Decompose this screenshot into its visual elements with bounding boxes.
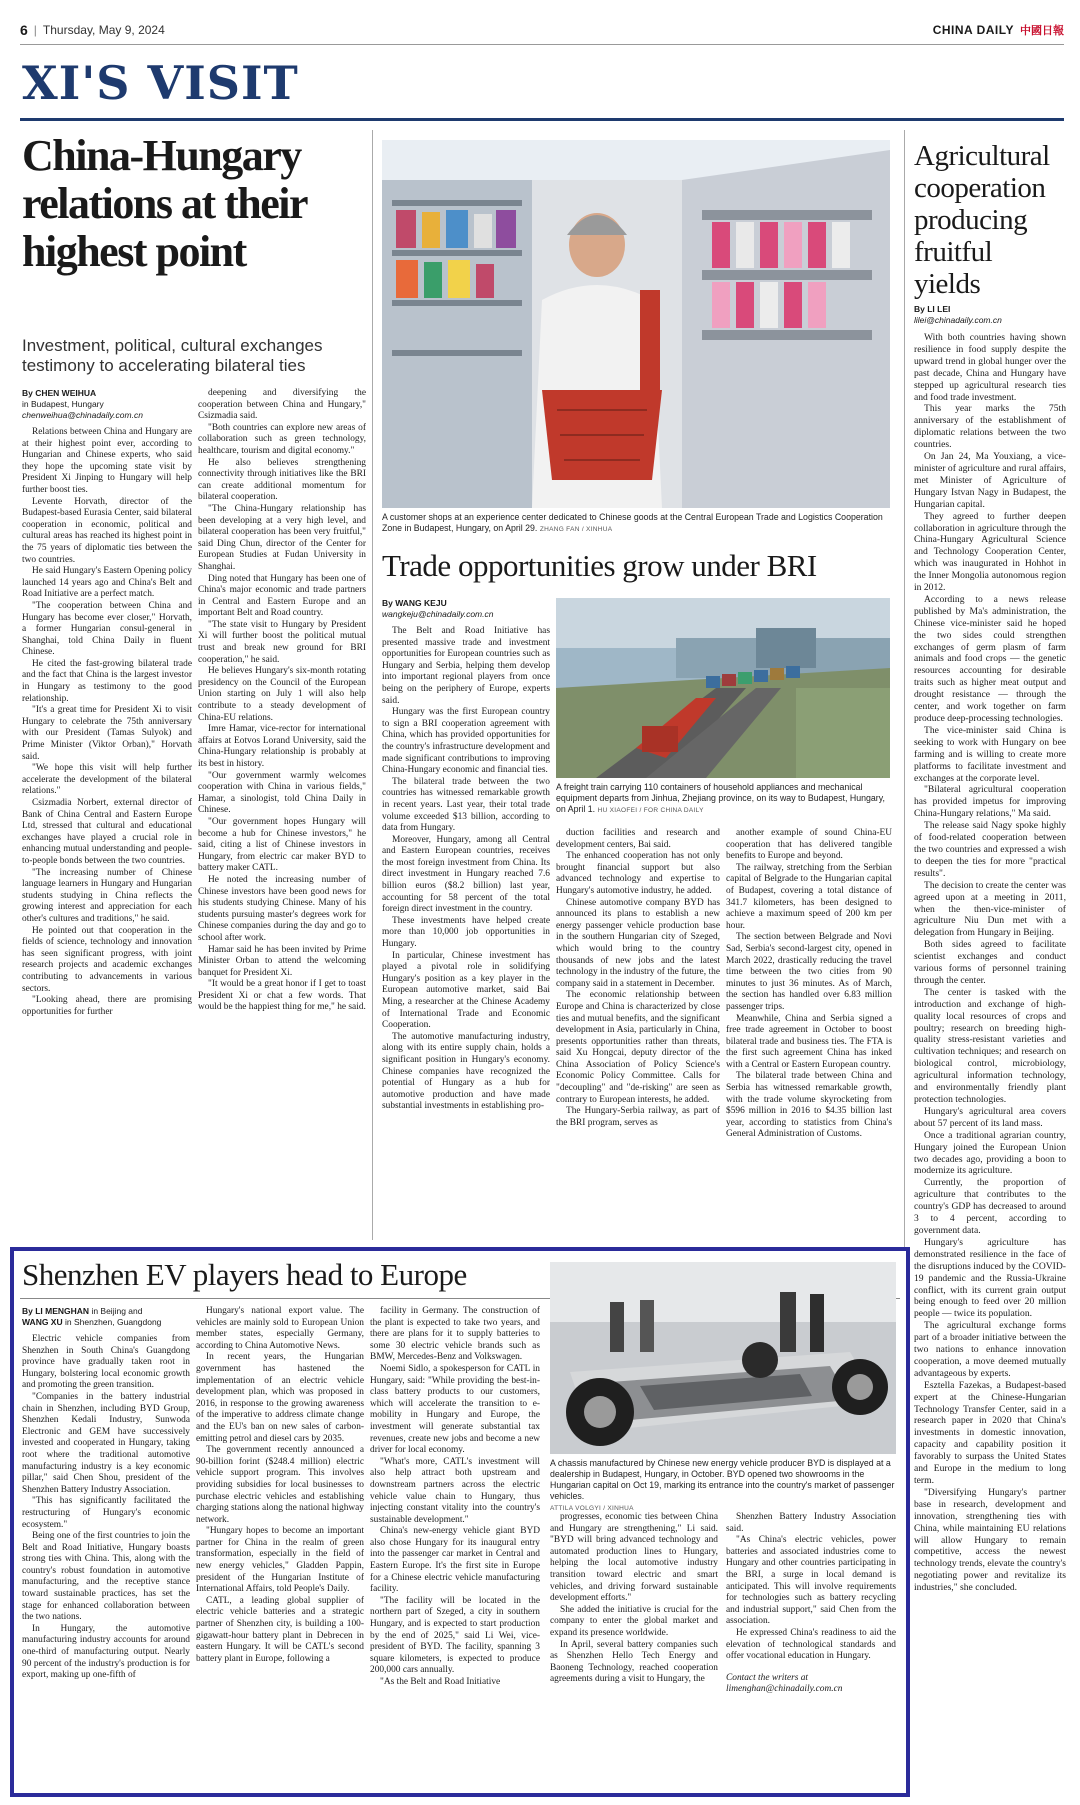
- ev-story-column-5: [726, 1512, 896, 1792]
- byline-place: in Beijing and: [91, 1306, 143, 1316]
- paragraph: Hungary was the first European country to sign a BRI cooperation agreement with China, which has provided opportunities for the country's infrastructure development and made significant contributions to improving China-Hungary economic and financial ties.: [382, 707, 550, 776]
- paragraph: Noemi Sidlo, a spokesperson for CATL in Hungary, said: "While providing the best-in-class battery products to our customers, which will accelerate the transition to e-mobility in Hungary and Europe, the investment will generate substantial tax revenues, create new jobs and become a new driver for local economy.: [370, 1363, 540, 1456]
- photo-caption: [550, 1458, 896, 1514]
- paragraph: "As China's electric vehicles, power batteries and associated industries come to Hungary and other countries participating in the BRI, a surge in local demand is anticipated. This will involve requirements for technologies such as battery recycling and industrial support," said Chen from the association.: [726, 1535, 896, 1627]
- paragraph: He said Hungary's Eastern Opening policy launched 14 years ago and China's Belt and Road Initiative are a perfect match.: [22, 566, 192, 600]
- article-body: [196, 1306, 364, 1665]
- byline: [22, 388, 192, 421]
- paragraph: He also believes strengthening connectivity through initiatives like the BRI can create additional momentum for bilateral cooperation.: [198, 457, 366, 503]
- paragraph: The vice-minister said China is seeking to work with Hungary on bee farming and is willing to create more platforms to facilitate investment and exchanges at the corporate level.: [914, 724, 1066, 784]
- paragraph: Chinese automotive company BYD has announced its plans to establish a new energy passenger vehicle production base in the southern Hungarian city of Szeged, which would bring to the country thousands of new jobs and the latest technology in the industry of the future, the company said in a statement in December.: [556, 897, 720, 989]
- column-rule: [372, 130, 373, 1240]
- main-story-column-2: [198, 388, 366, 1243]
- paragraph: "It would be a great honor if I get to toast President Xi or chat a few words. That would be the happiest thing for me," he said.: [198, 979, 366, 1013]
- byline-name: By LI MENGHAN: [22, 1306, 90, 1316]
- caption-text: A freight train carrying 110 containers of household appliances and mechanical equipment departs from Jinhua, Zhejiang province, on its way to Budapest, Hungary, on April 1.: [556, 782, 885, 814]
- main-deck: Investment, political, cultural exchanges testimony to accelerating bilateral ties: [22, 336, 323, 375]
- shop-photo-illustration: [382, 140, 890, 508]
- paragraph: The enhanced cooperation has not only brought financial support but also advanced technology and expertise to Hungary's automotive industry, he added.: [556, 851, 720, 896]
- article-body: [726, 1512, 896, 1663]
- paragraph: Once a traditional agrarian country, Hungary joined the European Union two decades ago, providing a boon to modernize its agriculture.: [914, 1129, 1066, 1177]
- paragraph: Esztella Fazekas, a Budapest-based expert at the Chinese-Hungarian Technology Transfer Center, said in a research paper in 2020 that China's investments in domestic innovation, capacity and capability position it favorably to surpass the United States and Europe in the medium to long term.: [914, 1379, 1066, 1486]
- paragraph: facility in Germany. The construction of the plant is expected to take two years, and there are plans for it to supply batteries to some 30 electric vehicle brands such as BMW, Mercedes-Benz and Volkswagen.: [370, 1306, 540, 1363]
- article-body: [22, 1334, 190, 1682]
- paragraph: Imre Hamar, vice-rector for international affairs at Eotvos Lorand University, said the China-Hungary relationship is probably at its best in history.: [198, 724, 366, 769]
- paragraph: The center is tasked with the introduction and exchange of high-quality local resources of crops and poultry; research on breeding high-quality stress-resistant varieties and cultivation techniques; and research on biological control, microbiology, agricultural information technology, and environmentally friendly plant protection technologies.: [914, 986, 1066, 1105]
- paragraph: He pointed out that cooperation in the fields of science, technology and innovation has seen significant progress, with joint research projects and academic exchanges contributing to advancements in various sectors.: [22, 925, 192, 994]
- article-body: [726, 828, 892, 1141]
- paragraph: The section between Belgrade and Novi Sad, Serbia's second-largest city, opened in March 2022, drastically reducing the travel time between the two cities from 90 minutes to just 36 minutes. As of March, the section has handled over 6.83 million passenger trips.: [726, 932, 892, 1012]
- photo-credit: ZHANG FAN / XINHUA: [539, 526, 613, 533]
- page-number: 6: [20, 22, 28, 38]
- contact-line: [726, 1673, 896, 1696]
- paragraph: The government recently announced a 90-billion forint ($248.4 million) electric vehicle support program. This involves providing subsidies for local businesses to purchase electric vehicles and establishing charging stations along the national highway network.: [196, 1445, 364, 1525]
- paragraph: China's new-energy vehicle giant BYD also chose Hungary for its inaugural entry into the passenger car market in Central and Eastern Europe. It's the first site in Europe for a Chinese electric vehicle manufacturing facility.: [370, 1526, 540, 1595]
- paragraph: The Belt and Road Initiative has presented massive trade and investment opportunities for European countries such as Hungary and Serbia, helping them develop into important regional players from once being on the periphery of Europe, experts said.: [382, 626, 550, 706]
- paragraph: The bilateral trade between China and Serbia has witnessed remarkable growth, with the trade volume skyrocketing from $596 million in 2016 to $4.35 billion last year, according to statistics from China's General Administration of Customs.: [726, 1071, 892, 1140]
- paragraph: deepening and diversifying the cooperation between China and Hungary," Csizmadia said.: [198, 388, 366, 422]
- paragraph: The decision to create the center was agreed upon at a meeting in 2011, when the then-vice-minister of agriculture Niu Dun met with a delegation from Hungary in Beijing.: [914, 879, 1066, 939]
- paragraph: Currently, the proportion of agriculture that contributes to the country's GDP has decreased to around 3 to 4 percent, according to government data.: [914, 1177, 1066, 1236]
- paragraph: In April, several battery companies such as Shenzhen Hello Tech Energy and Baoneng Technology, reached cooperation agreements during a visit to Hungary, the: [550, 1639, 718, 1685]
- contact-label: Contact the writers at: [726, 1672, 809, 1683]
- paragraph: Being one of the first countries to join the Belt and Road Initiative, Hungary boasts strong ties with China. This, along with the country's robust foundation in automotive manufacturing, and the receptive stance toward sustainable practices, has set the stage for enhanced collaboration between the two nations.: [22, 1531, 190, 1623]
- byline-email[interactable]: lilei@chinadaily.com.cn: [914, 315, 1002, 325]
- ev-story-column-4: [550, 1512, 718, 1792]
- article-body: [382, 626, 550, 1113]
- paragraph: The release said Nagy spoke highly of food-related cooperation between the two countries and expressed a wish to deepen the ties for more "practical results".: [914, 820, 1066, 879]
- paragraph: In recent years, the Hungarian government has hastened the implementation of an electric vehicle development plan, which was proposed in 2016, in response to the growing awareness of the imperative to address climate change and the EU's ban on new sales of carbon-emitting petrol and diesel cars by 2035.: [196, 1352, 364, 1444]
- byline-place: in Shenzhen, Guangdong: [65, 1317, 162, 1327]
- paragraph: He noted the increasing number of Chinese investors have been good news for his students studying Chinese. Many of his students pursuing master's degrees work for Chinese companies during the day and go to school after work.: [198, 874, 366, 943]
- photo-credit: ATTILA VOLGYI / XINHUA: [550, 1505, 634, 1512]
- paragraph: He believes Hungary's six-month rotating presidency on the Council of the European Union starting on July 1 will also help contribute to a steady development of China-EU relations.: [198, 666, 366, 723]
- byline: [22, 1306, 190, 1328]
- masthead: [20, 20, 1064, 40]
- paragraph: progresses, economic ties between China and Hungary are strengthening," Li said. "BYD will bring advanced technology and automated production lines to Hungary, helping the local automotive industry transition toward electric and smart vehicles, and driving forward sustainable development efforts.": [550, 1512, 718, 1604]
- paragraph: Hungary's national export value. The vehicles are mainly sold to European Union member states, especially Germany, according to China Automotive News.: [196, 1306, 364, 1351]
- paragraph: "Hungary hopes to become an important partner for China in the realm of green transformation, especially in the field of new energy vehicles," Gladden Pappin, president of the Hungarian Institute of International Affairs, told People's Daily.: [196, 1526, 364, 1595]
- byline: [914, 304, 1066, 326]
- train-photo-illustration: [556, 598, 890, 778]
- byline-name: By LI LEI: [914, 304, 951, 314]
- paragraph: "Our government warmly welcomes cooperation with China in various fields," Hamar, a sinologist, told China Daily in Chinese.: [198, 770, 366, 816]
- paragraph: "Both countries can explore new areas of collaboration such as green technology, healthcare, tourism and digital economy.": [198, 422, 366, 456]
- paragraph: This year marks the 75th anniversary of the establishment of diplomatic relations between the two countries.: [914, 403, 1066, 451]
- agri-story-column: [914, 304, 1066, 1799]
- paragraph: "We hope this visit will help further accelerate the development of the bilateral relations.": [22, 763, 192, 797]
- article-body: [550, 1512, 718, 1686]
- trade-story-column-3: [726, 828, 892, 1243]
- paragraph: Ding noted that Hungary has been one of China's major economic and trade partners in Central and Eastern Europe and an important Belt and Road country.: [198, 573, 366, 619]
- photo-credit: HU XIAOFEI / FOR CHINA DAILY: [597, 807, 704, 814]
- paragraph: "It's a great time for President Xi to visit Hungary to celebrate the 75th anniversary with our President (Tamas Sulyok) and Prime Minister (Viktor Orban)," Horvath said.: [22, 705, 192, 762]
- byline-place: in Budapest, Hungary: [22, 399, 104, 409]
- paragraph: "The state visit to Hungary by President Xi will further boost the political mutual trust and break new ground for BRI cooperation," he said.: [198, 619, 366, 665]
- trade-story-column-1: [382, 598, 550, 1243]
- paragraph: another example of sound China-EU cooperation that has delivered tangible benefits to Europe and beyond.: [726, 828, 892, 862]
- paragraph: "The increasing number of Chinese language learners in Hungary and Hungarian students studying in China reflects the growing interest and appreciation for each other's cultures and traditions," he said.: [22, 867, 192, 924]
- article-body: [914, 332, 1066, 1594]
- ev-story-column-3: [370, 1306, 540, 1790]
- paragraph: Hamar said he has been invited by Prime Minister Orban to attend the welcoming banquet for President Xi.: [198, 944, 366, 978]
- main-headline: China-Hungary relations at their highest point: [22, 131, 307, 276]
- paragraph: He cited the fast-growing bilateral trade and the fact that China is the largest investor in Hungary as testimony to the good relationship.: [22, 658, 192, 704]
- caption-text: A chassis manufactured by Chinese new energy vehicle producer BYD is displayed at a dealership in Budapest, Hungary, in October. BYD opened two showrooms in the Hungarian capital on Oct 19, marking its entrance into the country's market of passenger vehicles.: [550, 1458, 895, 1501]
- byline-name: By CHEN WEIHUA: [22, 388, 97, 398]
- trade-headline: Trade opportunities grow under BRI: [382, 548, 817, 583]
- paragraph: "This has significantly facilitated the restructuring of Hungary's economic ecosystem.": [22, 1496, 190, 1530]
- paragraph: With both countries having shown resilience in food supply despite the upward trend in global hunger over the past decade, China and Hungary have stepped up agricultural research ties and food trade investment.: [914, 332, 1066, 403]
- paragraph: "Bilateral agricultural cooperation has provided impetus for improving China-Hungary relations," Ma said.: [914, 784, 1066, 820]
- paragraph: "Our government hopes Hungary will become a hub for Chinese investors," he said, citing a list of Chinese investors in Hungary, from electric car maker BYD to battery maker CATL.: [198, 816, 366, 874]
- photo-shop: [382, 140, 890, 508]
- photo-caption: [382, 512, 890, 535]
- paragraph: "The China-Hungary relationship has been developing at a very high level, and bilateral cooperation has been very fruitful," said Ding Chun, director of the Center for European Studies at Fudan University in Shanghai.: [198, 503, 366, 572]
- contact-email[interactable]: limenghan@chinadaily.com.cn: [726, 1684, 843, 1695]
- paragraph: Electric vehicle companies from Shenzhen in South China's Guangdong province have gradually taken root in Hungary, bolstering local economic growth and promoting the green transition.: [22, 1334, 190, 1391]
- paragraph: duction facilities and research and development centers, Bai said.: [556, 828, 720, 850]
- caption-text: A customer shops at an experience center dedicated to Chinese goods at the Central European Trade and Logistics Cooperation Zone in Budapest, Hungary, on April 29.: [382, 512, 883, 533]
- article-body: [556, 828, 720, 1129]
- paragraph: "As the Belt and Road Initiative: [380, 1677, 501, 1687]
- paragraph: "Looking ahead, there are promising opportunities for further: [22, 995, 192, 1017]
- paragraph: In Hungary, the automotive manufacturing industry accounts for around one-third of manufacturing output. Nearly 90 percent of the industry's production is for export, making up one-fifth of: [22, 1623, 190, 1681]
- photo-caption: [556, 782, 890, 816]
- paragraph: "What's more, CATL's investment will also help attract both upstream and downstream partners across the electric vehicle value chain to Hungary, thus injecting constant vitality into the country's sustainable development.": [370, 1456, 540, 1525]
- section-title: XI'S VISIT: [22, 56, 299, 110]
- paragraph: Hungary's agriculture has demonstrated resilience in the face of the disruptions induced by the COVID-19 pandemic and the Russia-Ukraine conflict, with its current grain output being enough to feed over 20 million people — twice its population.: [914, 1236, 1066, 1320]
- paragraph: Meanwhile, China and Serbia signed a free trade agreement in October to boost bilateral trade and business ties. The FTA is the first such agreement China has inked with a Central or Eastern European country.: [726, 1013, 892, 1070]
- paragraph: In particular, Chinese investment has played a pivotal role in solidifying Hungary's position as a key player in the European automotive market, said Bai Ming, a researcher at the Chinese Academy of International Trade and Economic Cooperation.: [382, 950, 550, 1031]
- paragraph: On Jan 24, Ma Youxiang, a vice-minister of agriculture and rural affairs, met Minister of Agriculture of Hungary Istvan Nagy in Budapest, the Hungarian capital.: [914, 451, 1066, 510]
- byline: [382, 598, 550, 620]
- byline-email[interactable]: chenweihua@chinadaily.com.cn: [22, 410, 143, 420]
- paragraph: The Hungary-Serbia railway, as part of the BRI program, serves as: [556, 1106, 720, 1128]
- top-rule: [20, 44, 1064, 45]
- issue-date: Thursday, May 9, 2024: [42, 23, 165, 37]
- paragraph: "The facility will be located in the northern part of Szeged, a city in southern Hungary, and is expected to start production by the end of 2025," said Li Wei, vice-president of BYD. The facility, spanning 3 square kilometers, is expected to produce 200,000 cars annually.: [370, 1595, 540, 1676]
- paragraph: Csizmadia Norbert, external director of Bank of China Central and Eastern Europe Ltd, stressed that cultural and educational exchanges have played a crucial role in enhancing mutual understanding and people-to-people bonds between the two countries.: [22, 798, 192, 866]
- paragraph: The bilateral trade between the two countries has witnessed remarkable growth in recent years. Last year, their total trade volume exceeded $13 billion, according to data from Hungary.: [382, 776, 550, 834]
- paragraph: Both sides agreed to facilitate scientist exchanges and conduct various forms of personnel training through the center.: [914, 939, 1066, 986]
- chassis-photo-illustration: [550, 1262, 896, 1454]
- brand-logo-cn: 中國日報: [1020, 25, 1064, 37]
- separator: |: [33, 23, 37, 37]
- ev-headline: Shenzhen EV players head to Europe: [22, 1257, 467, 1292]
- paragraph: He expressed China's readiness to aid the elevation of technological standards and offer vocational education in Hungary.: [726, 1627, 896, 1662]
- main-story-column-1: [22, 388, 192, 1243]
- byline-name: By WANG KEJU: [382, 598, 447, 608]
- paragraph: The automotive manufacturing industry, along with its entire supply chain, holds a significant position in Hungary's economy. Chinese companies have recognized the potential of Hungary as a hub for automotive production and have made substantial investments in establishing pro-: [382, 1031, 550, 1112]
- paragraph: Relations between China and Hungary are at their highest point ever, according to Hungarian and Chinese experts, who said they hope the upcoming state visit by President Xi Jinping to Hungary will help further boost ties.: [22, 427, 192, 495]
- byline-email[interactable]: wangkeju@chinadaily.com.cn: [382, 609, 494, 619]
- paragraph: She added the initiative is crucial for the company to enter the global market and expand its presence worldwide.: [550, 1604, 718, 1638]
- trade-story-column-2: [556, 828, 720, 1243]
- newspaper-brand: CHINA DAILY: [932, 23, 1014, 37]
- paragraph: "The cooperation between China and Hungary has become ever closer," Horvath, a former Hungarian consul-general in Shanghai, told China Daily in fluent Chinese.: [22, 600, 192, 658]
- article-body: [22, 427, 192, 1018]
- ev-story-column-1: [22, 1306, 190, 1790]
- paragraph: "Diversifying Hungary's partner base in research, development and innovation, strengthening ties with China, while maintaining EU relations will allow Hungary to remain competitive, access the newest technology trends, elevate the country's negotiating power and revitalize its industries," she concluded.: [914, 1486, 1066, 1594]
- article-body: [198, 388, 366, 1014]
- paragraph: Shenzhen Battery Industry Association said.: [726, 1512, 896, 1534]
- photo-byd-chassis: [550, 1262, 896, 1454]
- paragraph: The economic relationship between Europe and China is characterized by close ties and mutual benefits, and the significant development in Asia, particularly in China, presents opportunities rather than threats, said Xu Hongcai, deputy director of the China Association of Policy Science's Economic Policy Committee. Calls for "decoupling" and "de-risking" are seen as contrary to European interests, he added.: [556, 990, 720, 1105]
- article-body: [370, 1306, 540, 1689]
- paragraph: The railway, stretching from the Serbian capital of Belgrade to the Hungarian capital of Budapest, covering a total distance of 341.7 kilometers, has been designed to achieve a maximum speed of 200 km per hour.: [726, 862, 892, 931]
- paragraph: CATL, a leading global supplier of electric vehicle batteries and a strategic partner of Shenzhen city, is building a 100-gigawatt-hour battery plant in Debrecen in eastern Hungary. It will be CATL's second battery plant in Europe, following a: [196, 1595, 364, 1664]
- byline-name: WANG XU: [22, 1317, 63, 1327]
- paragraph: Hungary's agricultural area covers about 57 percent of its land mass.: [914, 1105, 1066, 1129]
- section-rule: [20, 118, 1064, 121]
- agri-headline: Agricultural cooperation producing fruitful yields: [914, 140, 1050, 300]
- paragraph: Moreover, Hungary, among all Central and Eastern European countries, receives the most foreign investment from China. Its direct investment in Hungary reached 7.6 billion euros ($8.2 billion) last year, accounting for 58 percent of the total foreign direct investment in the country.: [382, 834, 550, 915]
- photo-freight-train: [556, 598, 890, 778]
- paragraph: They agreed to further deepen collaboration in agriculture through the China-Hungary Agricultural Science and Technology Cooperation Center, which was inaugurated in Hohhot in the Inner Mongolia autonomous region in 2012.: [914, 510, 1066, 594]
- paragraph: "Companies in the battery industrial chain in Shenzhen, including BYD Group, Shenzhen Kedali Industry, Sunwoda Electronic and GEM have successively invested and cooperated in Hungary, taking root where the traditional automotive manufacturing industry is a key economic pillar," said Chen Shou, president of the Shenzhen Battery Industry Association.: [22, 1391, 190, 1495]
- paragraph: The agricultural exchange forms part of a broader initiative between the two nations to enhance innovation cooperation, a move deemed mutually advantageous by experts.: [914, 1320, 1066, 1379]
- ev-story-column-2: [196, 1306, 364, 1790]
- paragraph: Levente Horvath, director of the Budapest-based Eurasia Center, said bilateral cooperation in economic, political and cultural areas has reached its highest point in the 75 years of diplomatic ties between the two countries.: [22, 496, 192, 565]
- paragraph: According to a news release published by Ma's administration, the Chinese vice-minister said he hoped the two sides could strengthen exchanges of germ plasm of farm animals and food crops — the genetic resources accounting for desirable traits such as higher meat output and drought resistance — through the center, and work together on farm produce deep-processing technologies.: [914, 593, 1066, 724]
- paragraph: These investments have helped create more than 10,000 job opportunities in Hungary.: [382, 915, 550, 950]
